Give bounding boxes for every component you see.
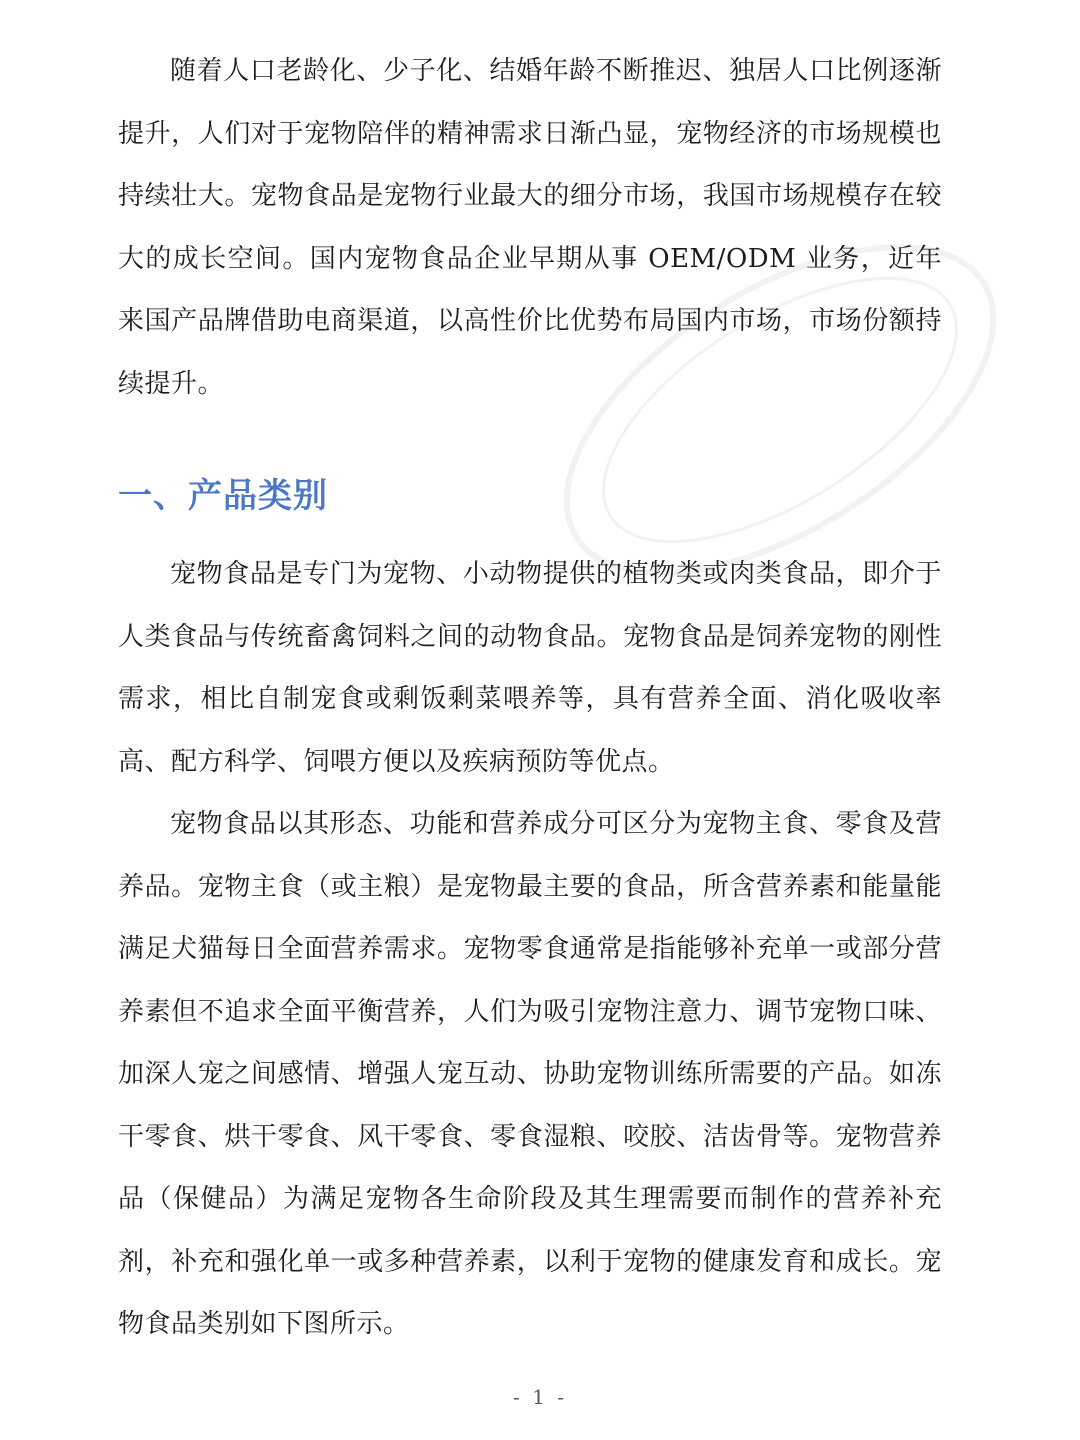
page-number: - 1 - bbox=[513, 1385, 567, 1409]
section-heading: 一、产品类别 bbox=[118, 476, 328, 516]
document-body bbox=[118, 40, 942, 1356]
section-paragraph-1: 宠物食品是专门为宠物、小动物提供的植物类或肉类食品，即介于人类食品与传统畜禽饲料之间的动物食品。宠物食品是饲养宠物的刚性需求，相比自制宠食或剩饭剩菜喂养等，具有营养全面、消化吸收率高、配方科学、饲喂方便以及疾病预防等优点。 bbox=[118, 559, 942, 777]
section-paragraph-2: 宠物食品以其形态、功能和营养成分可区分为宠物主食、零食及营养品。宠物主食（或主粮）是宠物最主要的食品，所含营养素和能量能满足犬猫每日全面营养需求。宠物零食通常是指能够补充单一或部分营养素但不追求全面平衡营养，人们为吸引宠物注意力、调节宠物口味、加深人宠之间感情、增强人宠互动、协助宠物训练所需要的产品。如冻干零食、烘干零食、风干零食、零食湿粮、咬胶、洁齿骨等。宠物营养品（保健品）为满足宠物各生命阶段及其生理需要而制作的营养补充剂，补充和强化单一或多种营养素，以利于宠物的健康发育和成长。宠物食品类别如下图所示。 bbox=[118, 809, 942, 1339]
intro-paragraph: 随着人口老龄化、少子化、结婚年龄不断推迟、独居人口比例逐渐提升，人们对于宠物陪伴的精神需求日渐凸显，宠物经济的市场规模也持续壮大。宠物食品是宠物行业最大的细分市场，我国市场规模存在较大的成长空间。国内宠物食品企业早期从事 OEM/ODM 业务，近年来国产品牌借助电商渠道，以高性价比优势布局国内市场，市场份额持续提升。 bbox=[118, 56, 942, 399]
